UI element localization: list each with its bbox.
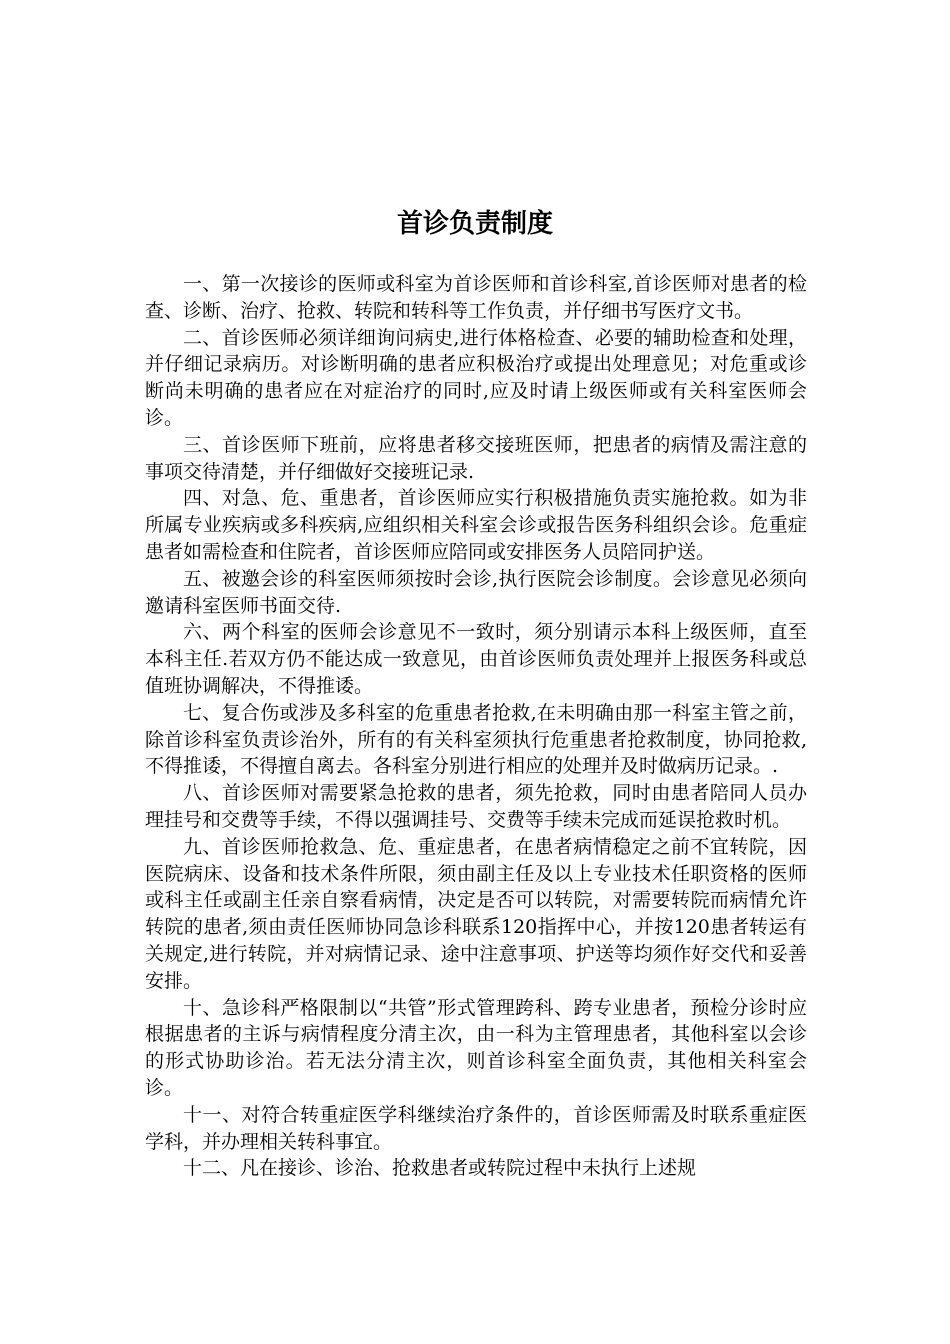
paragraph-3: 三、首诊医师下班前，应将患者移交接班医师，把患者的病情及需注意的事项交待清楚，并仔细做好交接班记录. bbox=[145, 433, 807, 483]
paragraph-1: 一、第一次接诊的医师或科室为首诊医师和首诊科室,首诊医师对患者的检查、诊断、治疗、抢救、转院和转科等工作负责，并仔细书写医疗文书。 bbox=[145, 273, 807, 322]
paragraph-8: 八、首诊医师对需要紧急抢救的患者，须先抢救，同时由患者陪同人员办理挂号和交费等手续，不得以强调挂号、交费等手续未完成而延误抢救时机。 bbox=[145, 782, 807, 831]
paragraph-12: 十二、凡在接诊、诊治、抢救患者或转院过程中未执行上述规 bbox=[183, 1157, 697, 1180]
document-title: 首诊负责制度 bbox=[396, 209, 553, 239]
paragraph-5: 五、被邀会诊的科室医师须按时会诊,执行医院会诊制度。会诊意见必须向邀请科室医师书面交待. bbox=[145, 567, 807, 617]
document-body bbox=[145, 271, 807, 1182]
paragraph-9: 九、首诊医师抢救急、危、重症患者，在患者病情稳定之前不宜转院，因医院病床、设备和技术条件所限，须由副主任及以上专业技术任职资格的医师或科主任或副主任亲自察看病情，决定是否可以转院，对需要转院而病情允许转院的患者,须由责任医师协同急诊科联系120指挥中心，并按120患者转运有关规定,进行转院，并对病情记录、途中注意事项、护送等均须作好交代和妥善安排。 bbox=[145, 835, 807, 992]
paragraph-6: 六、两个科室的医师会诊意见不一致时，须分别请示本科上级医师，直至本科主任.若双方仍不能达成一致意见，由首诊医师负责处理并上报医务科或总值班协调解决，不得推诿。 bbox=[145, 621, 807, 697]
paragraph-2: 二、首诊医师必须详细询问病史,进行体格检查、必要的辅助检查和处理，并仔细记录病历。对诊断明确的患者应积极治疗或提出处理意见；对危重或诊断尚未明确的患者应在对症治疗的同时,应及时请上级医师或有关科室医师会诊。 bbox=[145, 326, 807, 429]
paragraph-10: 十、急诊科严格限制以“共管”形式管理跨科、跨专业患者，预检分诊时应根据患者的主诉与病情程度分清主次，由一科为主管理患者，其他科室以会诊的形式协助诊治。若无法分清主次，则首诊科室全面负责，其他相关科室会诊。 bbox=[145, 996, 807, 1099]
paragraph-4: 四、对急、危、重患者，首诊医师应实行积极措施负责实施抢救。如为非所属专业疾病或多科疾病,应组织相关科室会诊或报告医务科组织会诊。危重症患者如需检查和住院者，首诊医师应陪同或安排医务人员陪同护送。 bbox=[145, 487, 807, 563]
paragraph-11: 十一、对符合转重症医学科继续治疗条件的，首诊医师需及时联系重症医学科，并办理相关转科事宜。 bbox=[145, 1103, 807, 1153]
paragraph-7: 七、复合伤或涉及多科室的危重患者抢救,在未明确由那一科室主管之前，除首诊科室负责诊治外，所有的有关科室须执行危重患者抢救制度，协同抢救,不得推诿，不得擅自离去。各科室分别进行相应的处理并及时做病历记录。. bbox=[145, 701, 807, 778]
